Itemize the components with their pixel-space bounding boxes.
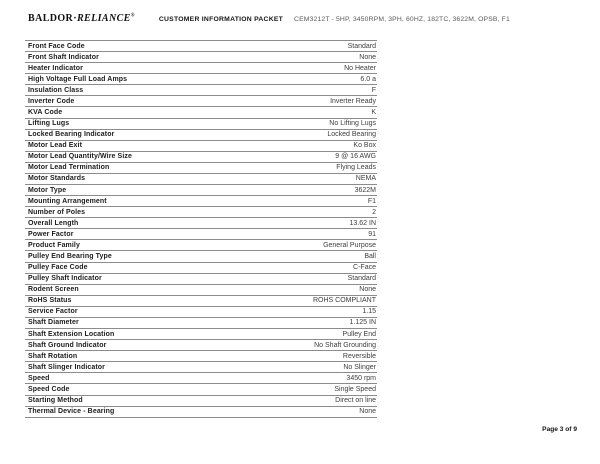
row-label: High Voltage Full Load Amps [28,75,128,83]
row-label: Service Factor [28,308,78,316]
row-value: F1 [367,197,376,205]
row-value: Single Speed [334,385,376,393]
row-label: Mounting Arrangement [28,197,107,205]
row-value: General Purpose [323,241,376,249]
baldor-reliance-logo [28,13,135,24]
table-row [25,118,377,129]
row-value: None [359,408,376,416]
row-label: Motor Lead Quantity/Wire Size [28,153,132,161]
row-value: 2 [372,208,376,216]
row-value: No Heater [344,64,376,72]
row-value: 3450 rpm [346,374,376,382]
row-value: Standard [347,275,376,283]
table-row [25,262,377,273]
row-value: 6.0 a [360,75,376,83]
table-row [25,162,377,173]
table-row [25,195,377,206]
row-label: Lifting Lugs [28,120,70,128]
row-label: Overall Length [28,219,79,227]
row-label: Heater Indicator [28,64,83,72]
table-row [25,140,377,151]
row-label: Number of Poles [28,208,86,216]
row-value: C-Face [353,264,376,272]
row-value: K [371,109,376,116]
row-label: Shaft Slinger Indicator [28,363,105,371]
row-value: None [359,286,376,294]
row-label: Locked Bearing Indicator [28,131,115,139]
table-row [25,206,377,217]
table-row [25,129,377,140]
table-row [25,339,377,350]
row-label: Speed [28,374,50,382]
row-value: Inverter Ready [330,97,376,105]
row-value: Flying Leads [336,164,376,172]
table-row [25,273,377,284]
row-label: Front Shaft Indicator [28,53,99,61]
table-row [25,395,377,406]
table-row [25,306,377,317]
row-label: KVA Code [28,109,63,116]
row-value: No Shaft Grounding [314,341,376,349]
row-label: Rodent Screen [28,286,79,294]
table-row [25,350,377,361]
table-row [25,406,377,417]
row-value: No Slinger [343,363,376,371]
row-value: NEMA [355,175,376,183]
table-row [25,228,377,239]
row-value: 9 @ 16 AWG [335,153,376,161]
row-label: Starting Method [28,397,83,405]
row-label: Front Face Code [28,42,85,50]
row-label: Speed Code [28,385,70,393]
table-row [25,372,377,383]
logo-separator-dot: · [73,13,77,24]
table-row [25,184,377,195]
table-row [25,284,377,295]
row-label: Motor Type [28,186,67,194]
row-label: Shaft Diameter [28,319,79,327]
row-label: RoHS Status [28,297,72,305]
spec-table [25,40,377,418]
table-row [25,84,377,95]
registered-trademark-mark: ® [130,13,135,19]
logo-baldor-text: BALDOR [28,13,74,24]
row-label: Inverter Code [28,97,75,105]
table-row [25,317,377,328]
row-value: ROHS COMPLIANT [312,297,376,305]
table-row [25,51,377,62]
row-label: Shaft Rotation [28,352,78,360]
row-label: Power Factor [28,230,74,238]
row-value: None [359,53,376,61]
logo-reliance-text: RELIANCE [76,13,131,24]
row-label: Pulley Face Code [28,264,88,272]
row-value: 3622M [354,186,376,194]
table-row [25,361,377,372]
row-value: Standard [347,42,376,50]
table-row [25,250,377,261]
row-label: Insulation Class [28,86,84,94]
motor-spec-summary: CEM3212T - 5HP, 3450RPM, 3PH, 60HZ, 182TC, 3622M, OPSB, F1 [294,16,510,23]
table-row [25,73,377,84]
row-value: Direct on line [335,397,376,405]
row-value: 1.125 IN [349,319,376,327]
row-value: 13.62 IN [349,219,376,227]
table-row [25,239,377,250]
row-label: Motor Lead Termination [28,164,110,172]
row-value: Reversible [342,352,376,360]
table-row [25,151,377,162]
row-value: F [371,86,376,94]
row-label: Product Family [28,241,80,249]
row-value: Locked Bearing [327,131,376,139]
row-value: 1.15 [362,308,376,316]
table-row [25,295,377,306]
row-value: 91 [368,230,376,238]
row-value: Pulley End [342,330,376,338]
table-row [25,383,377,394]
row-label: Thermal Device - Bearing [28,408,115,416]
table-row [25,217,377,228]
table-row [25,95,377,106]
row-label: Motor Standards [28,175,86,183]
table-row [25,328,377,339]
row-value: Ball [364,253,376,261]
row-label: Motor Lead Exit [28,142,83,150]
row-label: Pulley End Bearing Type [28,253,112,261]
table-row [25,62,377,73]
row-label: Pulley Shaft Indicator [28,275,102,283]
page-header [28,13,510,24]
row-label: Shaft Ground Indicator [28,341,107,349]
table-row [25,40,377,51]
table-row [25,106,377,117]
page-number: Page 3 of 9 [542,426,577,433]
row-value: No Lifting Lugs [329,120,376,128]
row-value: Ko Box [353,142,376,150]
table-row [25,173,377,184]
row-label: Shaft Extension Location [28,330,115,338]
document-title: CUSTOMER INFORMATION PACKET [158,16,284,23]
